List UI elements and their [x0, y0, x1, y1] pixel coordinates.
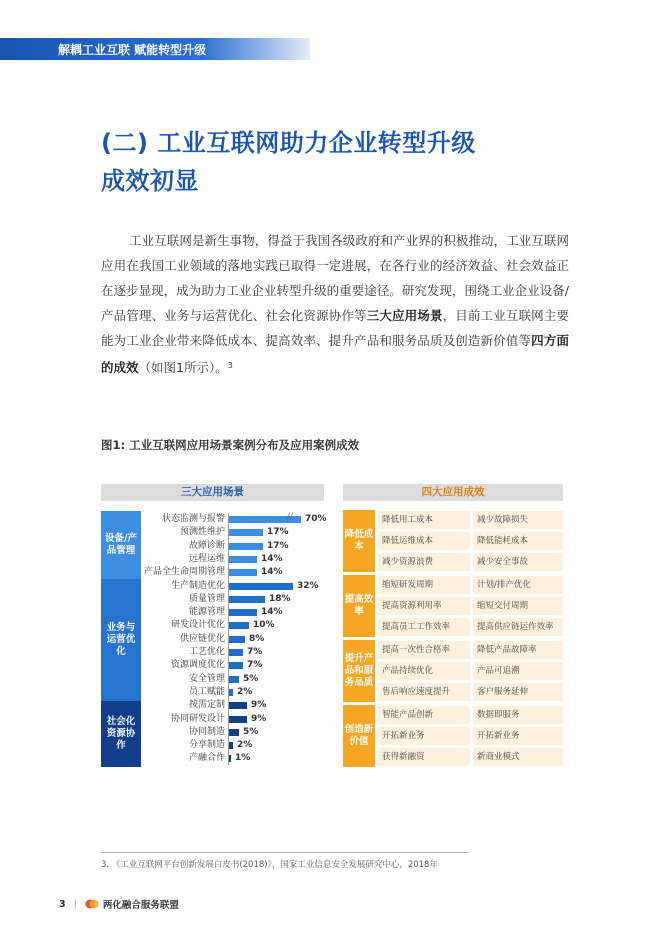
bar-value-label: 5%: [243, 673, 259, 684]
para-bold-2: 四方面的成效: [101, 333, 569, 375]
effect-item: 降低能耗成本: [473, 532, 563, 550]
effect-item: 降低产品故障率: [473, 641, 563, 659]
bar: [229, 649, 243, 656]
bar-value-label: 5%: [243, 726, 259, 737]
section-title-line2: 成效初显: [101, 167, 199, 195]
effect-category-label: 提高效率: [343, 575, 375, 637]
page-footer: [59, 896, 179, 912]
header-title: 解耦工业互联 赋能转型升级: [58, 43, 207, 57]
bar-category-label: 员工赋能: [188, 686, 225, 697]
bar: [229, 556, 257, 563]
figure-caption: 图1: 工业互联网应用场景案例分布及应用案例成效: [101, 438, 360, 452]
footnote-divider: [101, 852, 469, 853]
header-band: [0, 38, 310, 60]
bar: [229, 755, 231, 762]
bar-value-label: 8%: [249, 633, 265, 644]
effect-item: 减少资源浪费: [378, 553, 470, 571]
effect-item: 减少安全事故: [473, 553, 563, 571]
bar-value-label: 7%: [247, 647, 263, 657]
effect-item: 产品持续优化: [378, 662, 470, 680]
footnote-ref: 3: [227, 361, 233, 370]
effect-item: 数据即服务: [473, 706, 563, 724]
bar-value-label: 14%: [261, 567, 283, 578]
para-text-1: 工业互联网是新生事物，得益于我国各级政府和产业界的积极推动，工业互联网应用在我国工业领域的落地实践已取得一定进展，在各行业的经济效益、社会效益正在逐步显现，成为助力工业企业转型升级的重要途径。研究发现，围绕工业企业设备/产品管理、业务与运营优化、社会化资源协作等: [101, 233, 569, 323]
bar-category-label: 状态监测与报警: [161, 514, 225, 524]
bar-value-label: 18%: [269, 593, 291, 604]
effect-item: 提高资源利用率: [378, 597, 470, 615]
category-business-operations: 业务与运营优化: [101, 579, 141, 701]
bar-category-label: 远程运维: [188, 553, 225, 564]
bar: [229, 716, 247, 723]
bar-value-label: 2%: [237, 686, 253, 697]
bar-category-label: 预测性维护: [179, 527, 225, 538]
category-device-product: 设备/产品管理: [101, 511, 141, 579]
bar-category-label: 能源管理: [188, 607, 225, 618]
para-bold-1: 三大应用场景: [366, 308, 443, 323]
effect-item: 减少故障损失: [473, 511, 563, 529]
para-text-2: ，目前工业互联网主要能为工业企业带来降低成本、提高效率、提升产品和服务品质及创造新价值等: [101, 308, 569, 348]
bar-category-label: 产融合作: [188, 753, 225, 764]
bar-value-label: 14%: [261, 607, 283, 618]
bar-category-label: 安全管理: [188, 673, 225, 684]
bar: [229, 729, 239, 736]
bar: [229, 689, 233, 696]
bar-value-label: 9%: [251, 713, 267, 724]
alliance-logo-icon: [85, 898, 99, 910]
bar-category-label: 协同研发设计: [170, 713, 225, 724]
page-number: 3: [59, 898, 66, 910]
footer-separator: |: [73, 898, 77, 910]
bar: [229, 596, 265, 603]
bar: [229, 702, 247, 709]
bar-value-label: 9%: [251, 700, 267, 711]
effect-item: 产品可追溯: [473, 662, 563, 680]
bar: [229, 583, 293, 590]
bar-category-label: 资源调度优化: [170, 660, 225, 671]
bar-category-label: 产品全生命周期管理: [143, 567, 225, 578]
right-panel-title: 四大应用成效: [343, 484, 563, 501]
bar: [229, 742, 233, 749]
footnote: 3. 《工业互联网平台创新发展白皮书(2018)》，国家工业信息安全发展研究中心，2018年: [101, 860, 438, 870]
effect-item: 开拓新业务: [378, 727, 470, 745]
bar-value-label: 17%: [267, 527, 289, 538]
bar: [229, 569, 257, 576]
effect-item: 缩短研发周期: [378, 576, 470, 594]
bar: [229, 529, 263, 536]
bar: [229, 636, 245, 643]
bar-category-label: 生产制造优化: [170, 580, 225, 591]
footer-org-name: 两化融合服务联盟: [102, 900, 179, 911]
category-social-collaboration: 社会化资源协作: [101, 701, 141, 767]
bar: [229, 543, 263, 550]
bar-value-label: 14%: [261, 553, 283, 564]
bar-value-label: 32%: [297, 580, 319, 591]
bar-value-label: 7%: [247, 660, 263, 671]
bar-category-label: 供应链优化: [179, 633, 225, 644]
bar-category-label: 工艺优化: [188, 647, 225, 657]
effect-item: 降低运维成本: [378, 532, 470, 550]
bar-value-label: 17%: [267, 540, 289, 551]
effect-item: 新商业模式: [473, 748, 563, 766]
bar-value-label: 1%: [235, 753, 251, 764]
effect-item: 开拓新业务: [473, 727, 563, 745]
body-paragraph: [101, 228, 569, 380]
bar-category-label: 质量管理: [188, 593, 225, 604]
left-panel-title: 三大应用场景: [101, 484, 324, 501]
effect-category-label: 创造新价值: [343, 705, 375, 767]
effect-item: 计划/排产优化: [473, 576, 563, 594]
effect-item: 提高一次性合格率: [378, 641, 470, 659]
bar-category-label: 按需定制: [188, 700, 225, 711]
section-title: [101, 124, 571, 200]
effect-item: 提高员工工作效率: [378, 618, 470, 636]
effect-item: 智能产品创新: [378, 706, 470, 724]
bar-value-label: 2%: [237, 740, 253, 751]
bar: [229, 609, 257, 616]
effect-category-label: 提升产品和服务品质: [343, 640, 375, 702]
effect-item: 缩短交付周期: [473, 597, 563, 615]
axis-break-mark: //: [287, 512, 294, 522]
effect-item: 提高供应链运作效率: [473, 618, 563, 636]
effect-item: 获得新融资: [378, 748, 470, 766]
bar-category-label: 分享制造: [188, 740, 225, 751]
bar: [229, 622, 249, 629]
effect-item: 售后响应速度提升: [378, 683, 470, 701]
effect-item: 客户服务延伸: [473, 683, 563, 701]
section-title-line1: (二) 工业互联网助力企业转型升级: [101, 129, 476, 157]
bar: [229, 662, 243, 669]
bar-value-label: 70%: [305, 514, 327, 524]
effect-category-label: 降低成本: [343, 510, 375, 572]
effect-item: 降低用工成本: [378, 511, 470, 529]
bar: [229, 676, 239, 683]
bar-category-label: 故障诊断: [188, 540, 225, 551]
bar-category-label: 研发设计优化: [170, 620, 225, 631]
bar-category-label: 协同制造: [188, 726, 225, 737]
bar-value-label: 10%: [253, 620, 275, 631]
para-text-3: （如图1所示）。: [138, 360, 228, 375]
